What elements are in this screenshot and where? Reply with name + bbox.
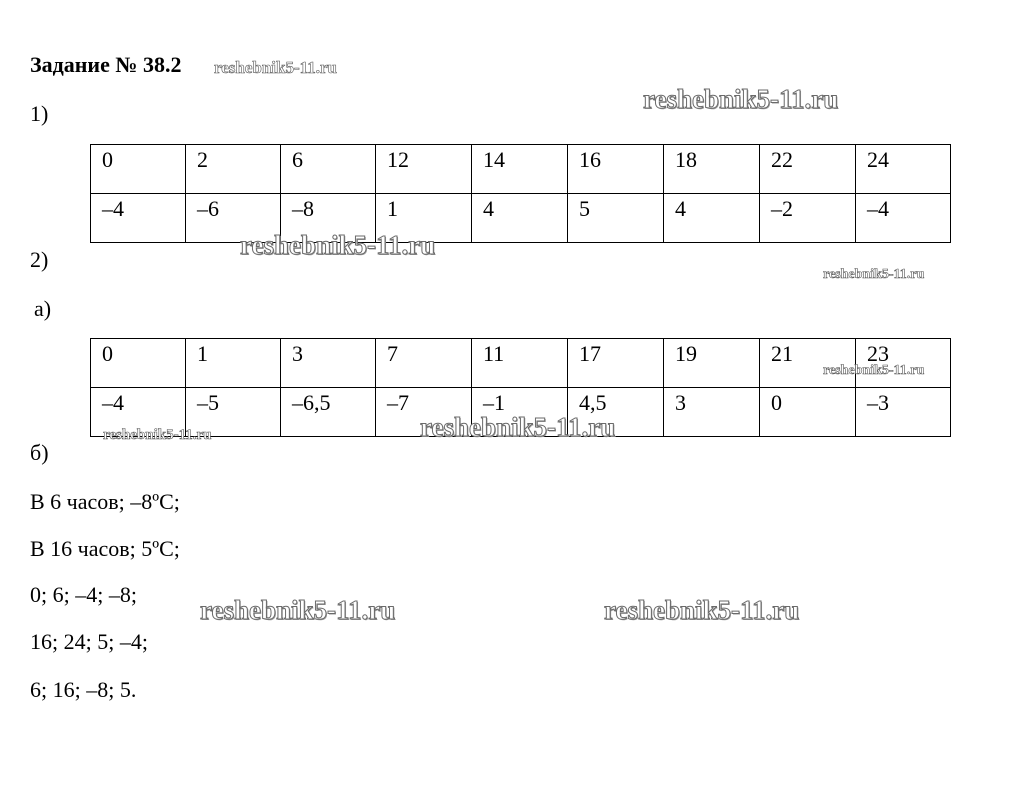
table-cell: –4: [91, 388, 186, 437]
table-cell: 3: [664, 388, 760, 437]
table-cell: 1: [186, 339, 281, 388]
table-cell: –4: [91, 194, 186, 243]
task-title-text: Задание № 38.2: [30, 52, 182, 77]
table-cell: 4: [472, 194, 568, 243]
answer-line-5: 6; 16; –8; 5.: [30, 677, 137, 702]
table-cell: –6: [186, 194, 281, 243]
table-1: [90, 144, 951, 243]
table-cell: 17: [568, 339, 664, 388]
sub-b-label: б): [30, 440, 49, 465]
table-cell: 1: [376, 194, 472, 243]
table-cell: –1: [472, 388, 568, 437]
watermark-top-right: reshebnik5-11.ru: [643, 84, 839, 114]
answer-line-2: В 16 часов; 5ºС;: [30, 536, 180, 561]
table-cell: 0: [91, 339, 186, 388]
task-title: [30, 52, 181, 78]
part-2-label: 2): [30, 247, 49, 272]
table-1-row-time: [91, 145, 951, 194]
table-cell: 4,5: [568, 388, 664, 437]
table-cell: 24: [856, 145, 951, 194]
watermark-small-right: reshebnik5-11.ru: [823, 267, 925, 282]
watermark-title: reshebnik5-11.ru: [214, 58, 337, 77]
table-cell: 12: [376, 145, 472, 194]
watermark-bottom-right: reshebnik5-11.ru: [604, 595, 800, 625]
table-cell: –8: [281, 194, 376, 243]
table-cell: 6: [281, 145, 376, 194]
watermark-mid-left: reshebnik5-11.ru: [240, 230, 436, 260]
table-1-row-temperature: [91, 194, 951, 243]
table-cell: –7: [376, 388, 472, 437]
table-cell: –5: [186, 388, 281, 437]
table-2-row-time: [91, 339, 951, 388]
watermark-small-left: reshebnik5-11.ru: [103, 427, 212, 443]
table-cell: 4: [664, 194, 760, 243]
watermark-small-table: reshebnik5-11.ru: [823, 363, 925, 378]
watermark-bottom-left: reshebnik5-11.ru: [200, 595, 396, 625]
table-cell: 19: [664, 339, 760, 388]
table-cell: 18: [664, 145, 760, 194]
table-cell: 11: [472, 339, 568, 388]
table-cell: –6,5: [281, 388, 376, 437]
watermark-table-bottom: reshebnik5-11.ru: [420, 412, 616, 442]
answer-line-4: 16; 24; 5; –4;: [30, 629, 148, 654]
table-cell: 3: [281, 339, 376, 388]
table-cell: –2: [760, 194, 856, 243]
table-cell: 0: [760, 388, 856, 437]
part-1-label: 1): [30, 101, 49, 126]
table-cell: 5: [568, 194, 664, 243]
table-cell: –3: [856, 388, 951, 437]
sub-a-label: а): [34, 296, 52, 321]
table-cell: 0: [91, 145, 186, 194]
table-cell: –4: [856, 194, 951, 243]
table-cell: 23: [856, 339, 951, 388]
table-cell: 14: [472, 145, 568, 194]
table-cell: 22: [760, 145, 856, 194]
table-cell: 16: [568, 145, 664, 194]
table-cell: 21: [760, 339, 856, 388]
table-cell: 7: [376, 339, 472, 388]
answer-line-3: 0; 6; –4; –8;: [30, 582, 137, 607]
answer-line-1: В 6 часов; –8ºС;: [30, 489, 180, 514]
table-cell: 2: [186, 145, 281, 194]
